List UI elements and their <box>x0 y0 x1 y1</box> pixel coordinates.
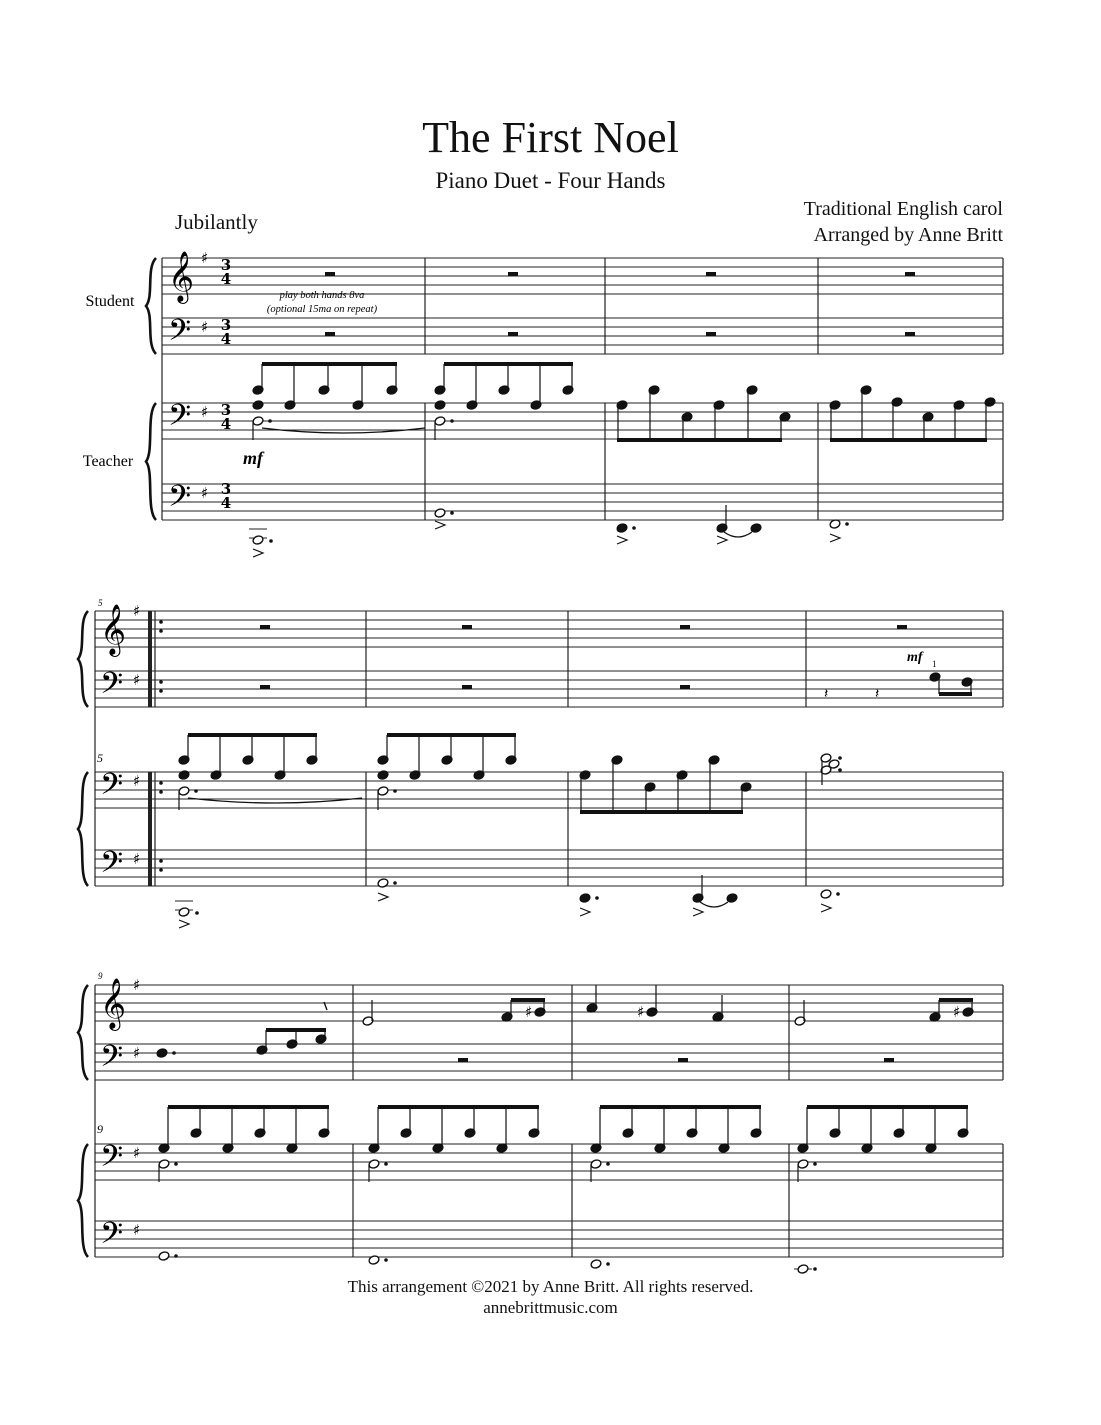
grand-staff-brace <box>78 611 88 707</box>
beam <box>378 1105 539 1109</box>
dot <box>384 1162 388 1166</box>
notehead <box>726 893 738 904</box>
beam <box>807 1105 968 1109</box>
grand-staff-brace <box>78 985 88 1080</box>
notehead <box>750 523 762 534</box>
dot <box>174 1162 178 1166</box>
accent <box>253 549 263 557</box>
dot <box>813 1162 817 1166</box>
notehead <box>156 1048 168 1059</box>
beam <box>387 733 516 737</box>
notehead <box>434 400 446 411</box>
whole-rest <box>678 1058 688 1062</box>
student-part-label: Student <box>85 293 135 310</box>
sharp-icon: ♯ <box>201 484 209 502</box>
bass-clef-icon: 𝄢 <box>168 314 192 355</box>
accent <box>717 536 727 544</box>
key-signatures <box>133 249 960 1239</box>
time-sig-top: 3 <box>220 401 232 419</box>
notehead <box>252 400 264 411</box>
accent <box>830 534 840 542</box>
open-notehead <box>368 1159 380 1170</box>
beam <box>600 1105 761 1109</box>
open-notehead <box>434 416 446 427</box>
notehead <box>579 893 591 904</box>
whole-rest <box>462 685 472 689</box>
dot <box>195 911 199 915</box>
time-sig-top: 3 <box>220 480 232 498</box>
open-notehead <box>590 1259 602 1270</box>
beam <box>262 362 397 366</box>
sharp-icon: ♯ <box>201 318 209 336</box>
open-notehead <box>252 535 264 546</box>
beam <box>939 692 972 696</box>
notehead <box>616 523 628 534</box>
dot <box>595 896 599 900</box>
dynamic-mf-teacher: mf <box>243 448 263 468</box>
dot <box>845 522 849 526</box>
piece-title: The First Noel <box>422 113 679 162</box>
beam <box>168 1105 329 1109</box>
accent <box>617 536 627 544</box>
notes <box>156 272 996 1274</box>
beam <box>511 998 545 1002</box>
open-notehead <box>252 416 264 427</box>
open-notehead <box>434 508 446 519</box>
notehead <box>178 770 190 781</box>
beam <box>830 438 987 442</box>
grand-staff-brace <box>78 772 88 886</box>
accent <box>179 920 189 928</box>
accent <box>378 893 388 901</box>
sharp-icon: ♯ <box>133 976 141 994</box>
grand-staff-brace <box>78 1144 88 1257</box>
dot <box>606 1262 610 1266</box>
beam <box>266 1028 326 1032</box>
treble-clef-icon: 𝄞 <box>168 251 195 302</box>
accent <box>580 908 590 916</box>
whole-rest <box>706 332 716 336</box>
whole-rest <box>905 272 915 276</box>
accent <box>435 521 445 529</box>
time-sig-bottom: 4 <box>220 330 232 348</box>
tie <box>724 532 752 537</box>
whole-rest <box>462 625 472 629</box>
footer <box>0 1276 1101 1318</box>
instruction-line-2: (optional 15ma on repeat) <box>266 304 378 315</box>
bass-clef-icon: 𝄢 <box>100 1217 124 1258</box>
sharp-icon: ♯ <box>953 1003 961 1021</box>
time-sig-top: 3 <box>220 256 232 274</box>
dot <box>269 539 273 543</box>
beam <box>617 438 782 442</box>
notehead <box>377 770 389 781</box>
dot <box>159 868 163 872</box>
whole-rest <box>680 625 690 629</box>
open-notehead <box>820 889 832 900</box>
grand-staff-brace <box>146 403 156 520</box>
dot <box>450 511 454 515</box>
dot <box>384 1258 388 1262</box>
bass-clef-icon: 𝄢 <box>168 480 192 521</box>
dot <box>813 1267 817 1271</box>
tie <box>700 902 728 907</box>
dot <box>393 789 397 793</box>
dot <box>632 526 636 530</box>
whole-rest <box>508 272 518 276</box>
braces <box>78 258 156 1257</box>
instruction-line-1: play both hands 8va <box>279 290 365 301</box>
sharp-icon: ♯ <box>133 1144 141 1162</box>
open-notehead <box>158 1251 170 1262</box>
piece-subtitle: Piano Duet - Four Hands <box>435 168 666 193</box>
dot <box>172 1051 176 1055</box>
open-notehead <box>368 1255 380 1266</box>
dot <box>159 859 163 863</box>
bass-clef-icon: 𝄢 <box>100 1040 124 1081</box>
dot <box>606 1162 610 1166</box>
bass-clef-icon: 𝄢 <box>168 399 192 440</box>
dynamic-mf-student: mf <box>907 650 923 665</box>
whole-rest <box>260 685 270 689</box>
dot <box>450 419 454 423</box>
sharp-icon: ♯ <box>201 403 209 421</box>
open-notehead <box>178 786 190 797</box>
dot <box>194 789 198 793</box>
open-notehead <box>158 1159 170 1170</box>
dot <box>159 680 163 684</box>
beam <box>188 733 317 737</box>
dot <box>838 756 842 760</box>
treble-clef-icon: 𝄞 <box>100 604 127 655</box>
time-sig-bottom: 4 <box>220 415 232 433</box>
beam <box>444 362 573 366</box>
bass-clef-icon: 𝄢 <box>100 667 124 708</box>
whole-rest <box>458 1058 468 1062</box>
teacher-part-label: Teacher <box>82 453 134 470</box>
time-sig-top: 3 <box>220 316 232 334</box>
sharp-icon: ♯ <box>133 1044 141 1062</box>
dot <box>268 419 272 423</box>
whole-rest <box>884 1058 894 1062</box>
measure-number: 5 <box>98 598 103 608</box>
measure-number: 9 <box>97 1122 103 1136</box>
sharp-icon: ♯ <box>201 249 209 267</box>
copyright-notice: This arrangement ©2021 by Anne Britt. All rights reserved. <box>347 1277 754 1296</box>
whole-rest <box>325 272 335 276</box>
grand-staff-brace <box>146 258 156 354</box>
whole-rest <box>680 685 690 689</box>
quarter-rest-icon: 𝄽 <box>824 686 829 702</box>
quarter-rest-icon: 𝄽 <box>875 686 880 702</box>
sharp-icon: ♯ <box>133 602 141 620</box>
whole-rest <box>905 332 915 336</box>
measure-number: 9 <box>98 971 103 981</box>
dot <box>159 620 163 624</box>
bass-clef-icon: 𝄢 <box>100 846 124 887</box>
treble-clef-icon: 𝄞 <box>100 978 127 1029</box>
dot <box>159 790 163 794</box>
time-sig-bottom: 4 <box>220 270 232 288</box>
dot <box>174 1254 178 1258</box>
whole-rest <box>325 332 335 336</box>
accent <box>821 904 831 912</box>
dot <box>838 768 842 772</box>
beam <box>939 998 973 1002</box>
accent <box>693 908 703 916</box>
time-sig-bottom: 4 <box>220 494 232 512</box>
open-notehead <box>797 1264 809 1275</box>
whole-rest <box>508 332 518 336</box>
open-notehead <box>377 786 389 797</box>
bass-clef-icon: 𝄢 <box>100 1140 124 1181</box>
dot <box>159 689 163 693</box>
measure-number: 5 <box>97 751 103 765</box>
dot <box>159 781 163 785</box>
whole-rest <box>260 625 270 629</box>
sharp-icon: ♯ <box>637 1003 645 1021</box>
open-notehead <box>377 878 389 889</box>
composer-credit: Traditional English carol <box>803 198 1003 220</box>
beam <box>580 810 743 814</box>
arranger-credit: Arranged by Anne Britt <box>813 224 1003 246</box>
fingering-number: 1 <box>932 659 937 669</box>
whole-rest <box>706 272 716 276</box>
open-notehead <box>797 1159 809 1170</box>
sharp-icon: ♯ <box>133 772 141 790</box>
open-notehead <box>178 907 190 918</box>
whole-rest <box>897 625 907 629</box>
sharp-icon: ♯ <box>133 1221 141 1239</box>
dot <box>836 892 840 896</box>
website-link: annebrittmusic.com <box>483 1298 618 1317</box>
open-notehead <box>590 1159 602 1170</box>
sharp-icon: ♯ <box>525 1003 533 1021</box>
bass-clef-icon: 𝄢 <box>100 768 124 809</box>
sharp-icon: ♯ <box>133 671 141 689</box>
tempo-marking: Jubilantly <box>175 210 258 234</box>
dot <box>159 629 163 633</box>
dot <box>393 881 397 885</box>
sharp-icon: ♯ <box>133 850 141 868</box>
